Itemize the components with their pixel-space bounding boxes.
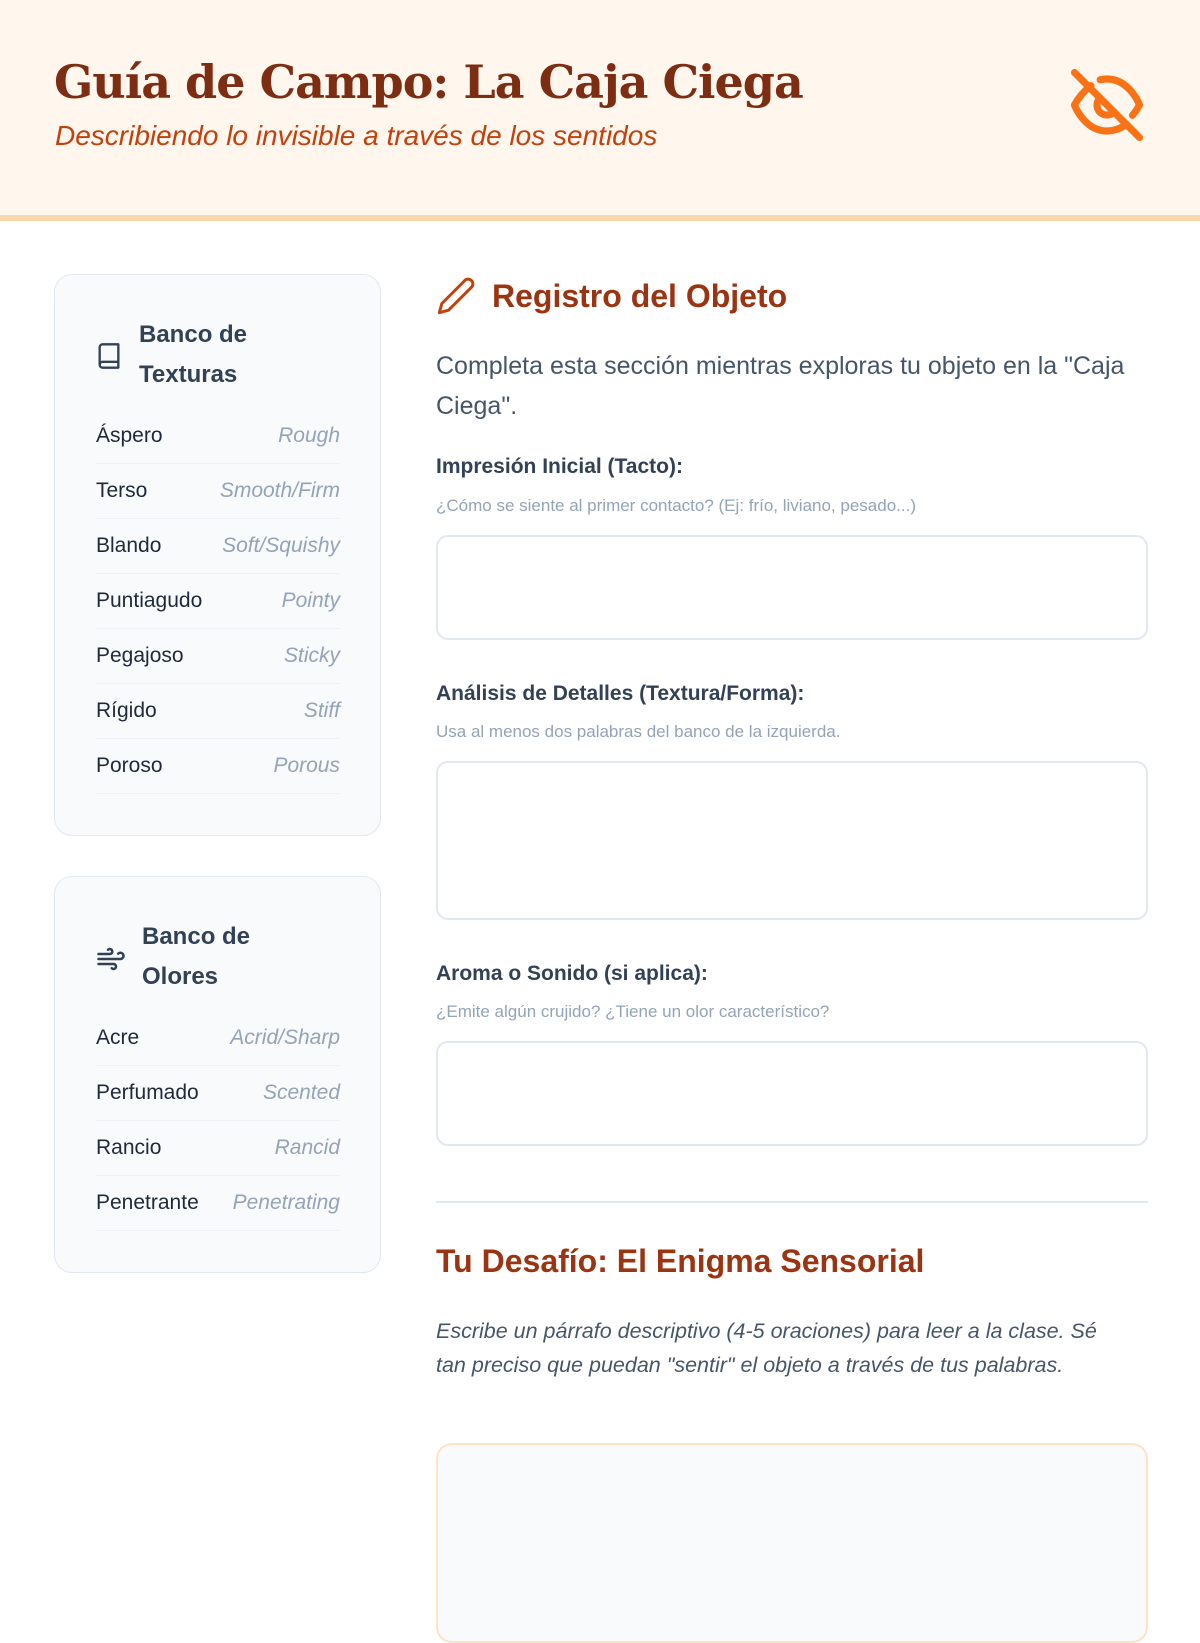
- aroma-sound-input[interactable]: [436, 1041, 1148, 1146]
- section-divider: [436, 1201, 1148, 1203]
- challenge-title: Tu Desafío: El Enigma Sensorial: [436, 1243, 925, 1279]
- challenge-paragraph-input[interactable]: [436, 1443, 1148, 1643]
- term-english: Sticky: [283, 644, 340, 667]
- term-spanish: Blando: [96, 534, 162, 557]
- book-icon: [95, 340, 123, 372]
- question-hint-initial: ¿Cómo se siente al primer contacto? (Ej: frío, liviano, pesado...): [436, 496, 916, 515]
- term-english: Rancid: [274, 1136, 340, 1159]
- list-item: [96, 574, 340, 629]
- term-english: Rough: [278, 424, 340, 447]
- list-item: [96, 1121, 340, 1176]
- list-item: [96, 1176, 340, 1231]
- term-spanish: Rígido: [96, 699, 157, 722]
- term-english: Acrid/Sharp: [230, 1026, 340, 1049]
- term-spanish: Penetrante: [96, 1191, 199, 1214]
- initial-impression-input[interactable]: [436, 535, 1148, 640]
- page-header: [0, 0, 1200, 221]
- term-spanish: Rancio: [96, 1136, 162, 1159]
- list-item: [96, 1066, 340, 1121]
- list-item: [96, 519, 340, 574]
- question-label-details: Análisis de Detalles (Textura/Forma):: [436, 682, 805, 705]
- term-english: Smooth/Firm: [219, 479, 340, 502]
- pencil-icon: [436, 276, 476, 316]
- term-english: Scented: [262, 1081, 340, 1104]
- term-spanish: Poroso: [96, 754, 163, 777]
- smell-list: [96, 1011, 340, 1231]
- section-title: Registro del Objeto: [492, 277, 788, 314]
- term-spanish: Puntiagudo: [96, 589, 203, 612]
- list-item: [96, 739, 340, 794]
- question-hint-details: Usa al menos dos palabras del banco de la izquierda.: [436, 722, 841, 741]
- wind-icon: [95, 944, 127, 974]
- smell-bank-card: [54, 876, 381, 1273]
- question-label-aroma: Aroma o Sonido (si aplica):: [436, 962, 708, 985]
- section-intro: Completa esta sección mientras exploras tu objeto en la "Caja Ciega".: [436, 352, 1125, 420]
- detail-analysis-input[interactable]: [436, 761, 1148, 920]
- question-hint-aroma: ¿Emite algún crujido? ¿Tiene un olor característico?: [436, 1002, 830, 1021]
- eye-off-icon: [1068, 66, 1146, 144]
- list-item: [96, 684, 340, 739]
- list-item: [96, 464, 340, 519]
- list-item: [96, 629, 340, 684]
- challenge-instructions: Escribe un párrafo descriptivo (4-5 oraciones) para leer a la clase. Sé tan preciso que puedan "sentir" el objeto a través de tus palabras.: [436, 1319, 1097, 1377]
- term-spanish: Terso: [96, 479, 148, 502]
- list-item: [96, 1011, 340, 1066]
- term-english: Stiff: [303, 699, 340, 722]
- texture-list: [96, 409, 340, 794]
- term-english: Penetrating: [232, 1191, 340, 1214]
- term-spanish: Áspero: [96, 424, 163, 447]
- texture-bank-card: [54, 274, 381, 836]
- term-english: Soft/Squishy: [222, 534, 340, 557]
- question-label-initial: Impresión Inicial (Tacto):: [436, 455, 683, 478]
- page-title: Guía de Campo: La Caja Ciega: [54, 55, 803, 109]
- term-spanish: Perfumado: [96, 1081, 199, 1104]
- list-item: [96, 409, 340, 464]
- term-english: Porous: [273, 754, 340, 777]
- texture-bank-title: Banco de Texturas: [139, 321, 248, 388]
- smell-bank-title: Banco de Olores: [142, 923, 251, 990]
- term-spanish: Acre: [96, 1026, 140, 1049]
- section-header: [436, 276, 787, 316]
- page-subtitle: Describiendo lo invisible a través de los sentidos: [55, 120, 658, 151]
- term-english: Pointy: [281, 589, 340, 612]
- term-spanish: Pegajoso: [96, 644, 184, 667]
